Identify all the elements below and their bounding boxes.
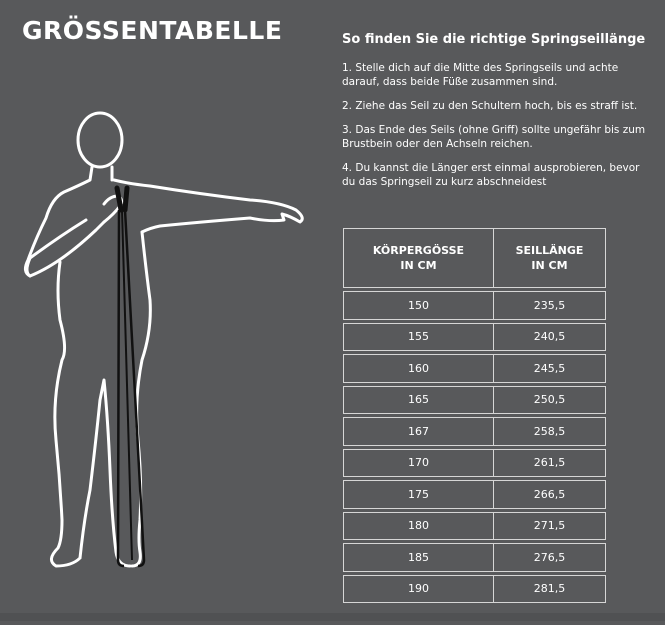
instructions-heading: So finden Sie die richtige Springseillänge: [342, 32, 646, 47]
table-row: [344, 355, 606, 383]
body-height-cell: 175: [344, 481, 494, 509]
bottom-strip: [0, 613, 665, 621]
rope-length-cell: 245,5: [493, 355, 605, 383]
body-height-cell: 167: [344, 418, 494, 446]
table-row: [344, 449, 606, 477]
body-height-cell: 190: [344, 575, 494, 603]
body-height-cell: 155: [344, 323, 494, 351]
table-header-row: [344, 229, 606, 288]
page-title: GRÖSSENTABELLE: [22, 16, 283, 45]
table-row: [344, 418, 606, 446]
body-height-cell: 160: [344, 355, 494, 383]
rope-length-cell: 261,5: [493, 449, 605, 477]
rope-length-cell: 235,5: [493, 292, 605, 320]
rope-length-cell: 281,5: [493, 575, 605, 603]
column-header-rope-length: SEILLÄNGE IN CM: [493, 229, 605, 288]
person-outline-icon: [0, 95, 320, 595]
table-row: [344, 323, 606, 351]
table-row: [344, 512, 606, 540]
instruction-step: 2. Ziehe das Seil zu den Schultern hoch, bis es straff ist.: [342, 100, 638, 112]
body-height-cell: 185: [344, 544, 494, 572]
table-row: [344, 575, 606, 603]
body-height-cell: 150: [344, 292, 494, 320]
size-table: [343, 228, 606, 603]
body-height-cell: 180: [344, 512, 494, 540]
body-height-cell: 165: [344, 386, 494, 414]
rope-length-cell: 258,5: [493, 418, 605, 446]
body-height-cell: 170: [344, 449, 494, 477]
table-row: [344, 386, 606, 414]
instruction-step: 4. Du kannst die Länger erst einmal ausprobieren, bevor du das Springseil zu kurz abschneidest: [342, 162, 640, 188]
instructions-panel: [342, 32, 652, 199]
table-row: [344, 544, 606, 572]
instruction-step: 1. Stelle dich auf die Mitte des Springseils und achte darauf, dass beide Füße zusammen sind.: [342, 62, 619, 88]
rope-length-cell: 271,5: [493, 512, 605, 540]
column-header-body-height: KÖRPERGÖSSE IN CM: [344, 229, 494, 288]
rope-length-cell: 276,5: [493, 544, 605, 572]
instruction-step: 3. Das Ende des Seils (ohne Griff) sollte ungefähr bis zum Brustbein oder den Achseln reichen.: [342, 124, 646, 150]
rope-length-cell: 266,5: [493, 481, 605, 509]
table-row: [344, 292, 606, 320]
table-row: [344, 481, 606, 509]
rope-length-cell: 240,5: [493, 323, 605, 351]
rope-length-cell: 250,5: [493, 386, 605, 414]
